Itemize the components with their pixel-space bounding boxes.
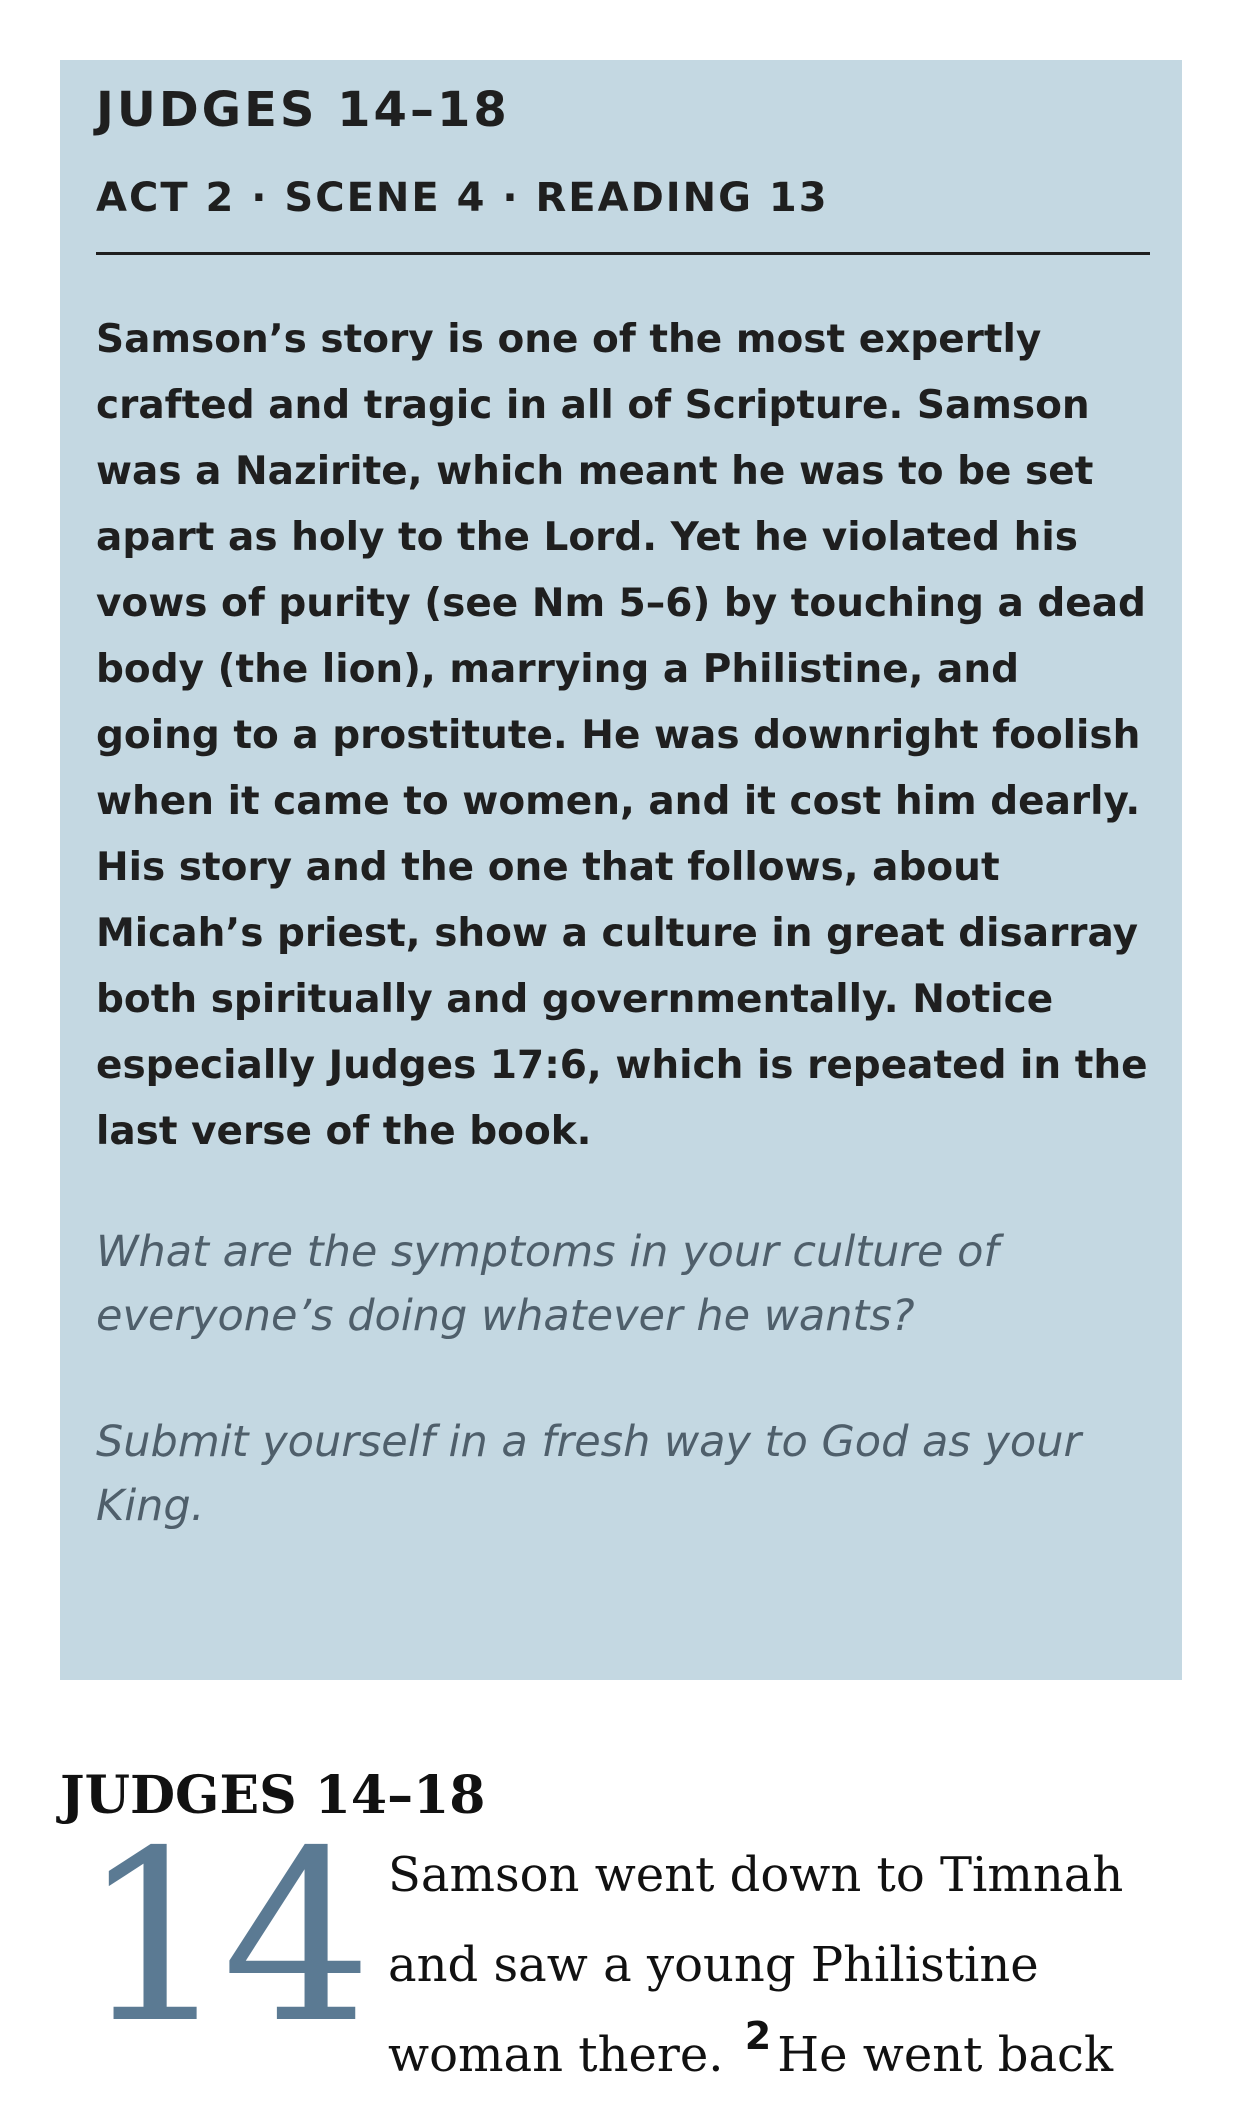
verse-2-text: He went back xyxy=(777,2027,1114,2083)
reflection-question: What are the symptoms in your culture of everyone’s doing whatever he wants? xyxy=(96,1227,999,1341)
intro-paragraph: Samson’s story is one of the most expertly crafted and tragic in all of Scripture. Samson was a Nazirite, which meant he was to be set apart as holy to the Lord. Yet he violated his vows of purity (see Nm 5–6) by touching a dead body (the lion), marrying a Philistine, and going to a prostitute. He was downright foolish when it came to women, and it cost him dearly. His story and the one that follows, about Micah’s priest, show a culture in great disarray both spiritually and governmentally. Notice especially Judges 17:6, which is repeated in the last verse of the book. xyxy=(96,317,1148,1154)
reading-subtitle: ACT 2 · SCENE 4 · READING 13 xyxy=(96,175,829,221)
chapter-drop-number: 14 xyxy=(80,1800,365,2075)
verse-number: 2 xyxy=(744,2014,772,2058)
scripture-text xyxy=(388,1830,1188,2103)
divider-rule xyxy=(96,252,1150,255)
reading-title: JUDGES 14–18 xyxy=(96,82,510,138)
reflection-prayer: Submit yourself in a fresh way to God as your King. xyxy=(96,1417,1082,1531)
reading-intro-box xyxy=(60,60,1182,1680)
verse-1-text: Samson went down to Timnah and saw a young Philistine woman there. xyxy=(388,1847,1124,2083)
scripture-heading: JUDGES 14–18 xyxy=(60,1765,486,1826)
